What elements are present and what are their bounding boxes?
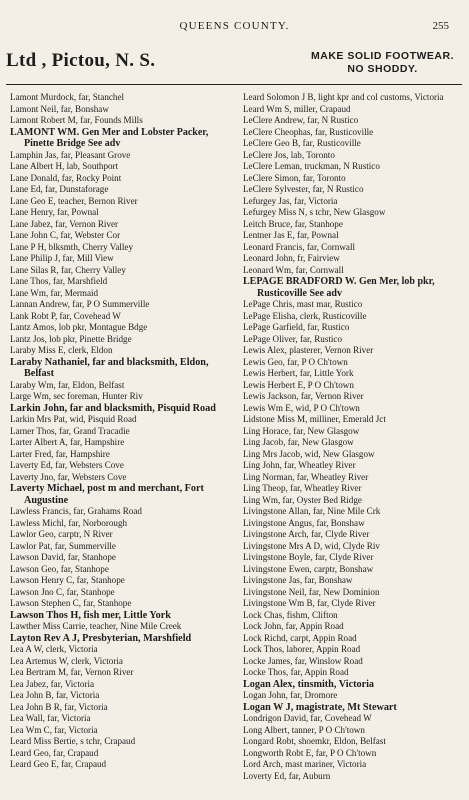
directory-entry: Lea A W, clerk, Victoria xyxy=(10,644,98,654)
page-header xyxy=(0,20,469,36)
directory-entry: Larkin John, far and blacksmith, Pisquid Road xyxy=(10,402,216,414)
directory-entry: Locke Thos, far, Appin Road xyxy=(243,667,349,677)
directory-entry: Leonard Wm, far, Cornwall xyxy=(243,264,344,275)
directory-entry: Lawson Stephen C, far, Stanhope xyxy=(10,598,132,608)
directory-entry: Lawson Thos H, fish mer, Little York xyxy=(10,609,171,621)
directory-entry: Long Albert, tanner, P O Ch'town xyxy=(243,724,365,735)
directory-entry: Larter Albert A, far, Hampshire xyxy=(10,437,125,447)
directory-entry: LeClere Jos, lab, Toronto xyxy=(243,149,335,160)
directory-entry: Leard Geo, far, Crapaud xyxy=(10,747,99,758)
directory-entry: Ling Jacob, far, New Glasgow xyxy=(243,437,354,447)
directory-entry: Lentner Jas E, far, Pownal xyxy=(243,230,339,240)
directory-entry: Lawlor Pat, far, Summerville xyxy=(10,540,116,551)
directory-entry: Lord Arch, mast mariner, Victoria xyxy=(243,759,367,769)
right-column xyxy=(243,92,465,782)
directory-entry: LeClere Geo B, far, Rusticoville xyxy=(243,138,361,148)
directory-entry: Livingstone Wm B, far, Clyde River xyxy=(243,598,376,608)
directory-entry: Ling Mrs Jacob, wid, New Glasgow xyxy=(243,448,375,459)
advertisement-banner xyxy=(6,46,462,85)
directory-entry: Lefurgey Jas, far, Victoria xyxy=(243,195,338,206)
directory-entry: Lannan Andrew, far, P O Summerville xyxy=(10,299,150,309)
directory-entry: Ling John, far, Wheatley River xyxy=(243,460,356,470)
directory-entry: Lewis Herbert E, P O Ch'town xyxy=(243,379,354,390)
directory-entry: Livingstone Arch, far, Clyde River xyxy=(243,529,370,539)
directory-entry: Lawless Michl, far, Norborough xyxy=(10,517,128,528)
directory-entry: Lane Thos, far, Marshfield xyxy=(10,276,108,286)
directory-entry: Londrigon David, far, Covehead W xyxy=(243,713,372,723)
directory-entry: Laverty Ed, far, Websters Cove xyxy=(10,460,124,470)
directory-entry: Lea Artemus W, clerk, Victoria xyxy=(10,655,123,666)
directory-entry: Longworth Robt E, far, P O Ch'town xyxy=(243,747,377,758)
directory-entry: Lawless Francis, far, Grahams Road xyxy=(10,506,142,516)
directory-entry: Lock John, far, Appin Road xyxy=(243,621,344,631)
directory-entry: Leitch Bruce, far, Stanhope xyxy=(243,218,343,229)
directory-entry: Longard Robt, shoemkr, Eldon, Belfast xyxy=(243,736,386,746)
directory-entry: Lane Donald, far, Rocky Point xyxy=(10,172,122,183)
directory-entry: Livingstone Boyle, far, Clyde River xyxy=(243,552,374,562)
directory-entry: Lock Thos, laborer, Appin Road xyxy=(243,644,361,654)
directory-entry: Logan John, far, Dromore xyxy=(243,690,338,700)
directory-entry: Laraby Wm, far, Eldon, Belfast xyxy=(10,379,125,390)
directory-entry: Livingstone Neil, far, New Dominion xyxy=(243,586,380,597)
directory-entry: Laverty Jno, far, Websters Cove xyxy=(10,471,127,482)
slogan-line-2: NO SHODDY. xyxy=(347,63,418,75)
directory-entry: Lamont Robert M, far, Founds Mills xyxy=(10,115,143,125)
directory-entry: Lamphin Jas, far, Pleasant Grove xyxy=(10,149,131,160)
page-number: 255 xyxy=(432,20,449,32)
directory-entry: Lawson Geo, far, Stanhope xyxy=(10,563,109,574)
directory-entry: Ling Theop, far, Wheatley River xyxy=(243,483,362,493)
directory-entry: Logan W J, magistrate, Mt Stewart xyxy=(243,701,397,713)
banner-company: Ltd , Pictou, N. S. xyxy=(6,50,156,71)
directory-entry: Lane Geo E, teacher, Bernon River xyxy=(10,195,138,206)
directory-entry: Larter Fred, far, Hampshire xyxy=(10,448,110,459)
directory-entry: Lane Philip J, far, Mill View xyxy=(10,253,114,263)
directory-entry: LeClere Leman, truckman, N Rustico xyxy=(243,161,380,171)
directory-entry: Lock Richd, carpt, Appin Road xyxy=(243,632,357,643)
directory-entry: LeClere Andrew, far, N Rustico xyxy=(243,115,359,125)
directory-entry: Lawlor Geo, carptr, N River xyxy=(10,529,113,539)
directory-entry: Lane Albert H, lab, Southport xyxy=(10,161,119,171)
directory-entry: Leonard Francis, far, Cornwall xyxy=(243,241,356,252)
directory-entry: Livingstone Ewen, carptr, Bonshaw xyxy=(243,563,374,574)
directory-entry: Leard Miss Bertie, s tchr, Crapaud xyxy=(10,736,136,746)
directory-entry: Lane P H, blksmth, Cherry Valley xyxy=(10,241,133,252)
directory-entry: Lock Chas, fishm, Clifton xyxy=(243,609,338,620)
directory-entry: Layton Rev A J, Presbyterian, Marshfield xyxy=(10,632,192,644)
directory-entry: Lea Jabez, far, Victoria xyxy=(10,678,95,689)
directory-entry: Livingstone Mrs A D, wid, Clyde Riv xyxy=(243,540,380,551)
directory-entry: Livingstone Allan, far, Nine Mile Crk xyxy=(243,506,381,516)
directory-entry: Lefurgey Miss N, s tchr, New Glasgow xyxy=(243,207,386,217)
directory-entry: Lantz Amos, lob pkr, Montague Bdge xyxy=(10,322,148,332)
directory-entry: Lewis Herbert, far, Little York xyxy=(243,368,354,378)
county-heading: QUEENS COUNTY. xyxy=(179,20,290,32)
directory-entry: Larner Thos, far, Grand Tracadie xyxy=(10,425,130,436)
directory-entry: LeClere Simon, far, Toronto xyxy=(243,172,346,183)
directory-entry: LePage Garfield, far, Rustico xyxy=(243,322,350,332)
directory-entry: LeClere Cheophas, far, Rusticoville xyxy=(243,126,374,137)
directory-entry: Lane Henry, far, Pownal xyxy=(10,207,99,217)
directory-entry: Leard Solomon J B, light kpr and col customs, Victoria xyxy=(243,92,444,102)
directory-entry: Leonard John, fr, Fairview xyxy=(243,253,340,263)
directory-entry: Livingstone Jas, far, Bonshaw xyxy=(243,575,353,585)
directory-entry: Leard Geo E, far, Crapaud xyxy=(10,759,107,769)
directory-entry: Logan Alex, tinsmith, Victoria xyxy=(243,678,375,690)
directory-entry: Lank Robt P, far, Covehead W xyxy=(10,310,121,321)
directory-entry: LePage Oliver, far, Rustico xyxy=(243,333,343,344)
directory-entry: Lawther Miss Carrie, teacher, Nine Mile Creek xyxy=(10,621,182,631)
slogan-line-1: MAKE SOLID FOOTWEAR. xyxy=(311,50,454,62)
directory-entry: Lamont Murdock, far, Stanchel xyxy=(10,92,125,102)
directory-entry: Lea Bertram M, far, Vernon River xyxy=(10,667,134,677)
banner-slogan xyxy=(311,50,454,76)
directory-entry: Locke James, far, Winslow Road xyxy=(243,655,363,666)
directory-entry: Large Wm, sec foreman, Hunter Riv xyxy=(10,391,143,401)
directory-entry: Ling Norman, far, Wheatley River xyxy=(243,471,369,482)
directory-entry: Lea Wall, far, Victoria xyxy=(10,713,91,723)
directory-entry: Lewis Wm E, wid, P O Ch'town xyxy=(243,402,360,413)
directory-entry: Lewis Jackson, far, Vernon River xyxy=(243,391,364,401)
directory-entry: LEPAGE BRADFORD W. Gen Mer, lob pkr, Rusticoville See adv xyxy=(243,276,435,299)
directory-entry: Lane Jabez, far, Vernon River xyxy=(10,218,119,229)
directory-entry: Ling Horace, far, New Glasgow xyxy=(243,425,360,436)
directory-entry: Lamont Neil, far, Bonshaw xyxy=(10,103,109,114)
directory-entry: LePage Chris, mast mar, Rustico xyxy=(243,299,363,309)
directory-entry: Lane John C, far, Webster Cor xyxy=(10,230,121,240)
left-column xyxy=(10,92,232,771)
directory-entry: Lewis Alex, plasterer, Vernon River xyxy=(243,345,374,355)
directory-entry: Lawson Henry C, far, Stanhope xyxy=(10,575,125,585)
directory-entry: LePage Elisha, clerk, Rusticoville xyxy=(243,310,367,321)
directory-entry: Laraby Nathaniel, far and blacksmith, Eldon, Belfast xyxy=(10,356,209,379)
directory-entry: Lane Wm, far, Mermaid xyxy=(10,287,99,298)
directory-entry: Larkin Mrs Pat, wid, Pisquid Road xyxy=(10,414,137,424)
directory-entry: Lea John B, far, Victoria xyxy=(10,690,100,700)
directory-entry: Livingstone Angus, far, Bonshaw xyxy=(243,517,365,528)
directory-entry: Lane Ed, far, Dunstaforage xyxy=(10,184,109,194)
directory-entry: Lea John B R, far, Victoria xyxy=(10,701,108,712)
directory-entry: Loverty Ed, far, Auburn xyxy=(243,770,331,781)
directory-entry: Leard Wm S, miller, Crapaud xyxy=(243,103,351,114)
directory-entry: Lidstone Miss M, milliner, Emerald Jct xyxy=(243,414,386,424)
directory-entry: Laverty Michael, post m and merchant, Fort Augustine xyxy=(10,483,204,506)
directory-entry: Lawson Jno C, far, Stanhope xyxy=(10,586,115,597)
directory-entry: Ling Wm, far, Oyster Bed Ridge xyxy=(243,494,362,505)
directory-entry: LAMONT WM. Gen Mer and Lobster Packer, Pinette Bridge See adv xyxy=(10,126,209,149)
directory-entry: LeClere Sylvester, far, N Rustico xyxy=(243,184,364,194)
directory-entry: Lea Wm C, far, Victoria xyxy=(10,724,98,735)
directory-entry: Lantz Jos, lob pkr, Pinette Bridge xyxy=(10,333,132,344)
directory-entry: Laraby Miss E, clerk, Eldon xyxy=(10,345,113,355)
directory-entry: Lewis Geo, far, P O Ch'town xyxy=(243,356,348,367)
directory-entry: Lane Silas R, far, Cherry Valley xyxy=(10,264,126,275)
directory-entry: Lawson David, far, Stanhope xyxy=(10,552,116,562)
